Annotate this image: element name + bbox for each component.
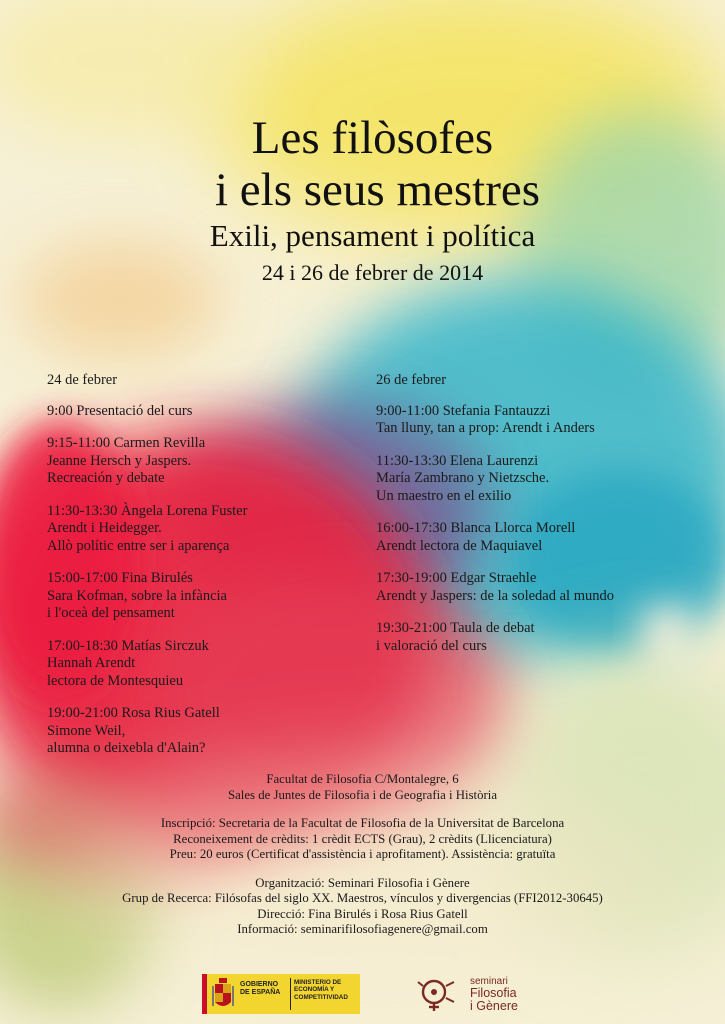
session-line: Arendt lectora de Maquiavel <box>376 537 543 554</box>
contact-email: Informació: seminarifilosofiagenere@gmail.com <box>237 922 488 936</box>
session <box>376 570 706 605</box>
logo-divider <box>290 978 291 1010</box>
session <box>47 638 347 691</box>
organization-info <box>30 876 695 938</box>
session-line: lectora de Montesquieu <box>47 672 184 689</box>
session <box>47 705 347 758</box>
seminari-name-line: Filosofia <box>470 986 517 1000</box>
day-heading: 24 de febrer <box>47 372 118 388</box>
session-line: Arendt i Heidegger. <box>47 520 162 536</box>
footer-info <box>30 772 695 951</box>
program-day-1 <box>47 372 347 773</box>
session-line: 11:30-13:30 Elena Laurenzi <box>376 452 539 469</box>
subtitle: Exili, pensament i política <box>209 218 536 253</box>
organizer-line: Organització: Seminari Filosofia i Gènere <box>255 875 470 890</box>
seminari-emblem-icon <box>414 976 464 1012</box>
seminari-label: seminari <box>470 976 508 987</box>
session <box>47 503 347 556</box>
credits-line: Reconeixement de crèdits: 1 crèdit ECTS (Grau), 2 crèdits (Llicenciatura) <box>173 831 552 846</box>
ministerio-text: MINISTERIO DE ECONOMÍA Y COMPETITIVIDAD <box>294 979 348 1001</box>
research-group-line: Grup de Recerca: Filósofas del siglo XX. Maestros, vínculos y divergencias (FFI2012-30645) <box>122 891 603 905</box>
session <box>47 403 347 421</box>
coat-of-arms-icon <box>212 978 234 1010</box>
session-line: Recreación y debate <box>47 470 165 486</box>
session-line: Un maestro en el exilio <box>376 487 512 504</box>
registration-line: Inscripció: Secretaria de la Facultat de Filosofia de la Universitat de Barcelona <box>160 816 565 830</box>
session-line: 16:00-17:30 Blanca Llorca Morell <box>376 520 576 536</box>
flag-stripe <box>202 974 207 1014</box>
poster-title-block <box>0 112 725 290</box>
session-line: Arendt y Jaspers: de la soledad al mundo <box>376 587 614 604</box>
gobierno-text: GOBIERNO DE ESPAÑA <box>240 981 281 996</box>
title-line-2: i els seus mestres <box>214 164 541 216</box>
session-line: alumna o deixebla d'Alain? <box>47 740 206 756</box>
session-line: 17:00-18:30 Matías Sirczuk <box>47 637 209 654</box>
registration-info <box>30 816 695 863</box>
session <box>376 520 706 555</box>
session-line: María Zambrano y Nietzsche. <box>376 470 550 486</box>
session <box>376 403 706 438</box>
session-line: 9:00-11:00 Stefania Fantauzzi <box>376 402 551 419</box>
session-line: Allò polític entre ser i aparença <box>47 537 230 554</box>
session-line: 15:00-17:00 Fina Birulés <box>47 570 193 586</box>
seminari-name <box>470 987 518 1013</box>
sponsor-logos <box>0 972 725 1018</box>
session-line: Simone Weil, <box>47 722 126 739</box>
session-line: i l'oceà del pensament <box>47 605 175 621</box>
session-line: Hannah Arendt <box>47 655 136 671</box>
session-line: Tan lluny, tan a prop: Arendt i Anders <box>376 420 595 436</box>
session <box>376 620 706 655</box>
day-heading: 26 de febrer <box>376 372 447 388</box>
session-line: 11:30-13:30 Àngela Lorena Fuster <box>47 502 248 519</box>
price-line: Preu: 20 euros (Certificat d'assistència i aprofitament). Assistència: gratuïta <box>169 847 556 861</box>
seminari-logo <box>414 972 524 1018</box>
session <box>47 570 347 623</box>
session-line: 17:30-19:00 Edgar Straehle <box>376 570 537 586</box>
venue-line: Facultat de Filosofia C/Montalegre, 6 <box>266 772 459 786</box>
session-line: 9:00 Presentació del curs <box>47 402 193 419</box>
gobierno-logo <box>202 974 360 1014</box>
session-line: Sara Kofman, sobre la infància <box>47 587 227 604</box>
event-dates: 24 i 26 de febrer de 2014 <box>261 260 484 285</box>
session-line: Jeanne Hersch y Jaspers. <box>47 452 192 469</box>
session <box>376 453 706 506</box>
title-line-1: Les filòsofes <box>251 112 494 164</box>
session <box>47 435 347 488</box>
venue-line: Sales de Juntes de Filosofia i de Geografia i Història <box>227 787 498 802</box>
program-day-2 <box>376 372 706 670</box>
session-line: i valoració del curs <box>376 637 487 654</box>
session-line: 19:00-21:00 Rosa Rius Gatell <box>47 705 220 721</box>
seminari-name-line: i Gènere <box>470 999 518 1013</box>
session-line: 19:30-21:00 Taula de debat <box>376 620 535 636</box>
session-line: 9:15-11:00 Carmen Revilla <box>47 435 206 451</box>
direction-line: Direcció: Fina Birulés i Rosa Rius Gatell <box>257 906 468 921</box>
venue-info <box>30 772 695 803</box>
